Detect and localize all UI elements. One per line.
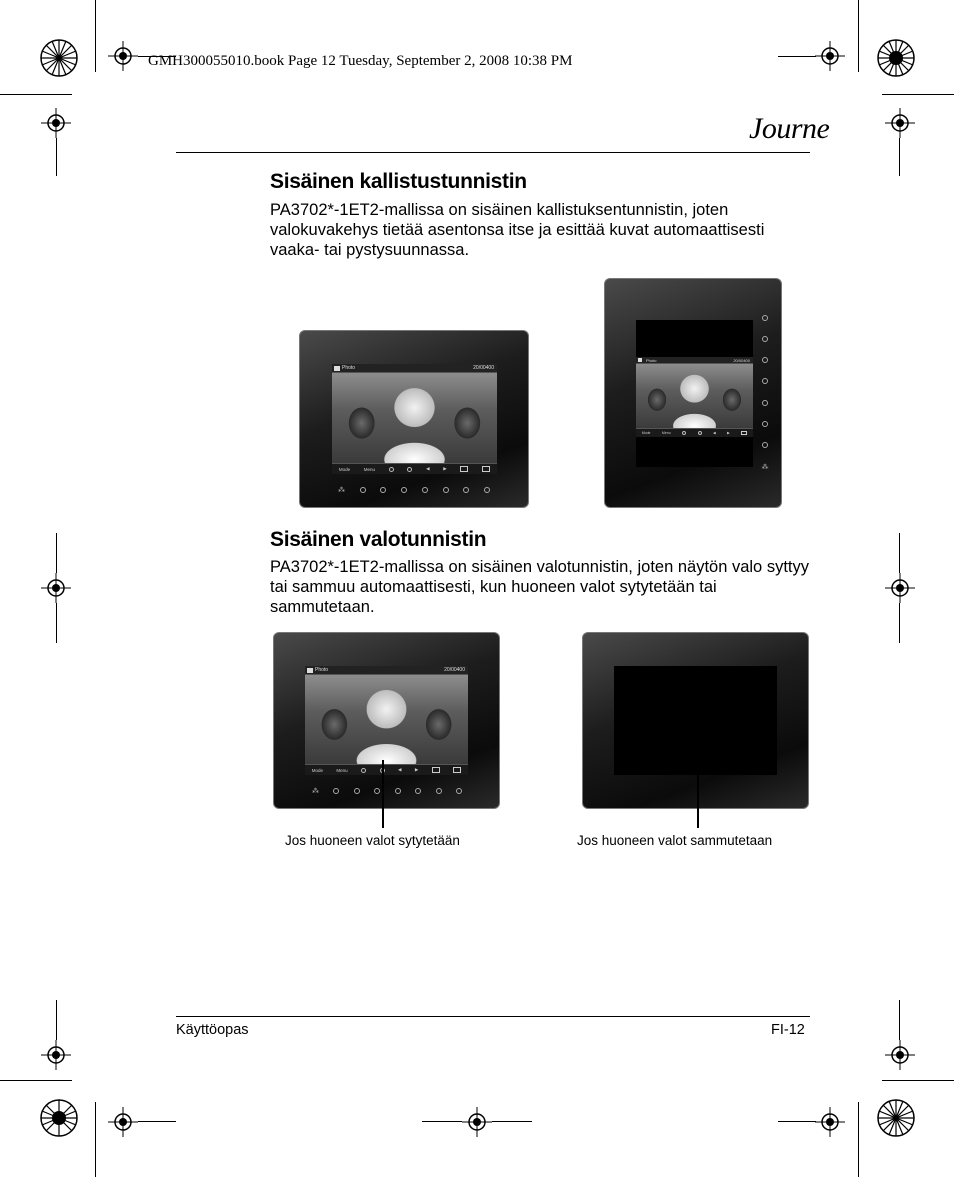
crosshair-mark-icon: [108, 41, 138, 71]
crosshair-mark-icon: [885, 1040, 915, 1070]
frame-button: [762, 378, 768, 384]
photo-counter: 20/00400: [444, 667, 465, 673]
frame-button-row: [338, 486, 490, 494]
caption-lights-on: Jos huoneen valot sytytetään: [285, 833, 460, 848]
mode-label: Photo: [646, 358, 657, 363]
mode-button-label: Mode: [641, 431, 651, 435]
frame-screen: [305, 666, 468, 775]
crosshair-mark-icon: [885, 573, 915, 603]
thumbnail-icon: [482, 466, 490, 472]
frame-screen: [636, 320, 753, 467]
frame-button: [333, 788, 339, 794]
crosshair-mark-icon: [815, 41, 845, 71]
screen-topbar: [305, 666, 468, 675]
menu-button-label: Menu: [336, 767, 348, 773]
slideshow-icon: [460, 466, 468, 472]
frame-button: [762, 442, 768, 448]
frame-button: [354, 788, 360, 794]
frame-screen-off: [614, 666, 777, 775]
mode-label: Photo: [342, 365, 356, 371]
photo-frame-landscape: [299, 330, 529, 508]
photo-frame-lights-off: [582, 632, 809, 809]
screen-bottombar: [636, 428, 753, 437]
frame-button: [762, 357, 768, 363]
crosshair-mark-icon: [462, 1107, 492, 1137]
menu-icon: ⁂: [338, 487, 345, 494]
frame-button: [415, 788, 421, 794]
header-rule: [176, 152, 810, 153]
brand-logo: Journe: [749, 112, 830, 145]
section-title-tilt-sensor: Sisäinen kallistustunnistin: [270, 170, 527, 193]
menu-button-label: Menu: [363, 466, 376, 472]
frame-button-column: [760, 315, 770, 471]
frame-button: [762, 400, 768, 406]
displayed-photo: [332, 373, 497, 464]
frame-screen: [332, 364, 497, 474]
mode-button-label: Mode: [311, 767, 323, 773]
page-number: FI-12: [771, 1022, 805, 1038]
thumbnail-icon: [453, 767, 461, 773]
frame-button: [762, 336, 768, 342]
next-arrow-icon: ▶: [414, 767, 419, 772]
frame-button: [395, 788, 401, 794]
footer-manual-name: Käyttöopas: [176, 1022, 249, 1038]
photo-counter: 20/00400: [473, 365, 494, 371]
crosshair-mark-icon: [108, 1107, 138, 1137]
photo-frame-portrait: [604, 278, 782, 508]
letterboxed-photo-area: [636, 357, 753, 437]
screen-bottombar: [305, 764, 468, 775]
prev-arrow-icon: ◀: [398, 767, 402, 772]
zoom-out-icon: [361, 768, 366, 773]
registration-starburst-icon: [39, 1098, 79, 1138]
crosshair-mark-icon: [815, 1107, 845, 1137]
frame-button: [422, 487, 428, 493]
screen-topbar: [332, 364, 497, 373]
crosshair-mark-icon: [885, 108, 915, 138]
frame-button: [360, 487, 366, 493]
crosshair-mark-icon: [41, 1040, 71, 1070]
frame-button: [374, 788, 380, 794]
photo-mode-icon: [334, 366, 340, 371]
callout-line-lights-off: [697, 772, 699, 828]
registration-starburst-icon: [39, 38, 79, 78]
menu-button-label: Menu: [661, 431, 671, 435]
next-arrow-icon: ▶: [443, 466, 447, 471]
menu-icon: ⁂: [761, 463, 769, 471]
menu-icon: ⁂: [312, 788, 319, 795]
crosshair-mark-icon: [41, 108, 71, 138]
screen-bottombar: [332, 463, 497, 474]
displayed-photo: [636, 364, 753, 429]
photo-mode-icon: [307, 668, 313, 673]
displayed-photo: [305, 675, 468, 765]
screen-topbar: [636, 357, 753, 364]
frame-button: [380, 487, 386, 493]
photo-mode-icon: [638, 358, 642, 362]
frame-button: [456, 788, 462, 794]
section-title-light-sensor: Sisäinen valotunnistin: [270, 528, 487, 551]
section-body-tilt-sensor: PA3702*-1ET2-mallissa on sisäinen kallistuksentunnistin, joten valokuvakehys tietää asentonsa itse ja esittää kuvat automaattisesti vaaka- tai pystysuunnassa.: [270, 201, 765, 259]
zoom-in-icon: [698, 431, 702, 435]
frame-button: [463, 487, 469, 493]
caption-lights-off: Jos huoneen valot sammutetaan: [577, 833, 773, 848]
zoom-out-icon: [682, 431, 686, 435]
mode-label: Photo: [315, 667, 329, 673]
photo-frame-lights-on: [273, 632, 500, 809]
photo-counter: 20/00400: [733, 358, 750, 363]
callout-line-lights-on: [382, 760, 384, 828]
frame-button: [762, 315, 768, 321]
file-info: GMH300055010.book Page 12 Tuesday, September 2, 2008 10:38 PM: [148, 53, 573, 69]
prev-arrow-icon: ◀: [426, 466, 430, 471]
frame-button: [401, 487, 407, 493]
frame-button: [436, 788, 442, 794]
slideshow-icon: [741, 431, 747, 435]
prev-arrow-icon: ◀: [713, 431, 716, 435]
section-body-light-sensor: PA3702*-1ET2-mallissa on sisäinen valotunnistin, joten näytön valo syttyy tai sammuu automaattisesti, kun huoneen valot sytytetään tai sammutetaan.: [270, 558, 809, 616]
registration-starburst-icon: [876, 1098, 916, 1138]
registration-starburst-icon: [876, 38, 916, 78]
footer-rule: [176, 1016, 810, 1017]
zoom-out-icon: [389, 467, 394, 472]
slideshow-icon: [432, 767, 440, 773]
crosshair-mark-icon: [41, 573, 71, 603]
frame-button: [443, 487, 449, 493]
frame-button: [484, 487, 490, 493]
frame-button-row: [312, 787, 462, 795]
zoom-in-icon: [407, 467, 412, 472]
mode-button-label: Mode: [338, 466, 351, 472]
next-arrow-icon: ▶: [727, 431, 730, 435]
frame-button: [762, 421, 768, 427]
